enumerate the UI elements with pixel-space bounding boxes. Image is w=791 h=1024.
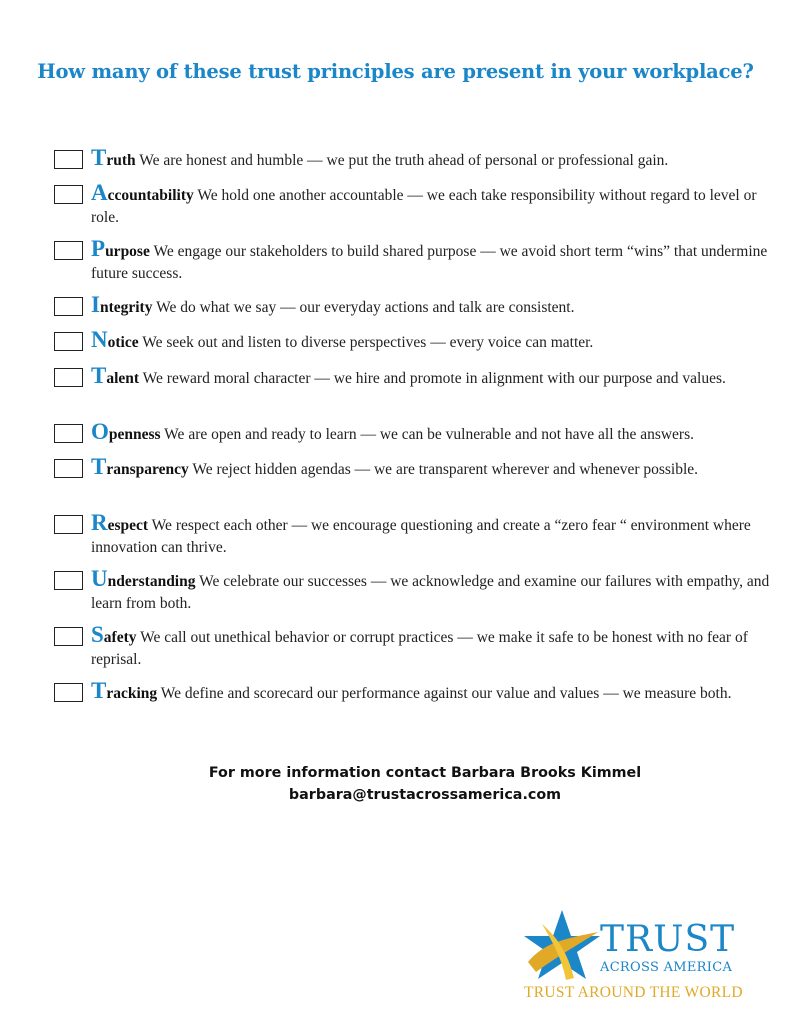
principle-initial: A — [91, 180, 108, 205]
principle-text — [91, 568, 777, 615]
principle-description: We are open and ready to learn — we can be vulnerable and not have all the answers. — [160, 426, 695, 443]
principle-name: ransparency — [106, 461, 189, 478]
checkbox[interactable] — [54, 683, 83, 702]
checkbox[interactable] — [54, 150, 83, 169]
principle-text — [91, 421, 777, 446]
principle-description: We reward moral character — we hire and promote in alignment with our purpose and values. — [139, 370, 726, 387]
principle-initial: I — [91, 292, 100, 317]
principle-text — [91, 294, 777, 319]
principle-name: ruth — [106, 152, 136, 169]
principle-initial: U — [91, 566, 108, 591]
principle-initial: T — [91, 678, 107, 703]
principle-description: We engage our stakeholders to build shared purpose — we avoid short term “wins” that undermine future success. — [91, 243, 768, 282]
principle-description: We hold one another accountable — we each take responsibility without regard to level or role. — [91, 187, 757, 226]
principle-initial: T — [91, 363, 107, 388]
star-icon — [522, 908, 602, 983]
principle-initial: R — [91, 510, 108, 535]
principle-description: We call out unethical behavior or corrupt practices — we make it safe to be honest with no fear of reprisal. — [91, 629, 748, 668]
logo-trust-text: TRUST — [600, 919, 736, 960]
checkbox[interactable] — [54, 185, 83, 204]
checkbox[interactable] — [54, 241, 83, 260]
principle-name: alent — [106, 370, 140, 387]
principle-name: urpose — [105, 243, 150, 260]
principle-text — [91, 238, 777, 285]
principle-initial: T — [91, 454, 107, 479]
principle-initial: P — [91, 236, 106, 261]
principle-description: We are honest and humble — we put the truth ahead of personal or professional gain. — [135, 152, 669, 169]
checkbox[interactable] — [54, 368, 83, 387]
checkbox[interactable] — [54, 627, 83, 646]
checkbox[interactable] — [54, 332, 83, 351]
principle-name: ntegrity — [99, 299, 153, 316]
principle-name: ccountability — [107, 187, 194, 204]
principle-name: penness — [108, 426, 161, 443]
principle-name: otice — [107, 334, 139, 351]
contact-line: For more information contact Barbara Brooks Kimmel — [208, 765, 642, 781]
principle-initial: N — [91, 327, 108, 352]
principle-description: We respect each other — we encourage questioning and create a “zero fear “ environment where innovation can thrive. — [91, 517, 751, 556]
principle-name: afety — [103, 629, 137, 646]
checkbox[interactable] — [54, 515, 83, 534]
principle-name: nderstanding — [107, 573, 196, 590]
principle-text — [91, 182, 777, 229]
principle-text — [91, 147, 777, 172]
logo-world-text: TRUST AROUND THE WORLD — [524, 984, 743, 1001]
principle-description: We do what we say — our everyday actions and talk are consistent. — [152, 299, 575, 316]
contact-email[interactable]: barbara@trustacrossamerica.com — [288, 787, 562, 803]
checkbox[interactable] — [54, 459, 83, 478]
principle-text — [91, 512, 777, 559]
principle-description: We define and scorecard our performance against our value and values — we measure both. — [157, 685, 732, 702]
principle-text — [91, 329, 777, 354]
page-title: How many of these trust principles are present in your workplace? — [37, 60, 754, 83]
trust-across-america-logo — [522, 908, 752, 1003]
principle-name: espect — [107, 517, 149, 534]
principle-description: We celebrate our successes — we acknowledge and examine our failures with empathy, and learn from both. — [91, 573, 770, 612]
logo-across-text: ACROSS AMERICA — [600, 960, 733, 975]
principle-initial: T — [91, 145, 107, 170]
checkbox[interactable] — [54, 571, 83, 590]
principle-text — [91, 680, 777, 705]
principle-description: We seek out and listen to diverse perspectives — every voice can matter. — [138, 334, 594, 351]
principle-initial: O — [91, 419, 109, 444]
principle-text — [91, 365, 777, 390]
principle-text — [91, 624, 777, 671]
checkbox[interactable] — [54, 424, 83, 443]
principle-description: We reject hidden agendas — we are transparent wherever and whenever possible. — [188, 461, 699, 478]
principle-initial: S — [91, 622, 104, 647]
principle-name: racking — [106, 685, 158, 702]
principle-text — [91, 456, 777, 481]
checkbox[interactable] — [54, 297, 83, 316]
